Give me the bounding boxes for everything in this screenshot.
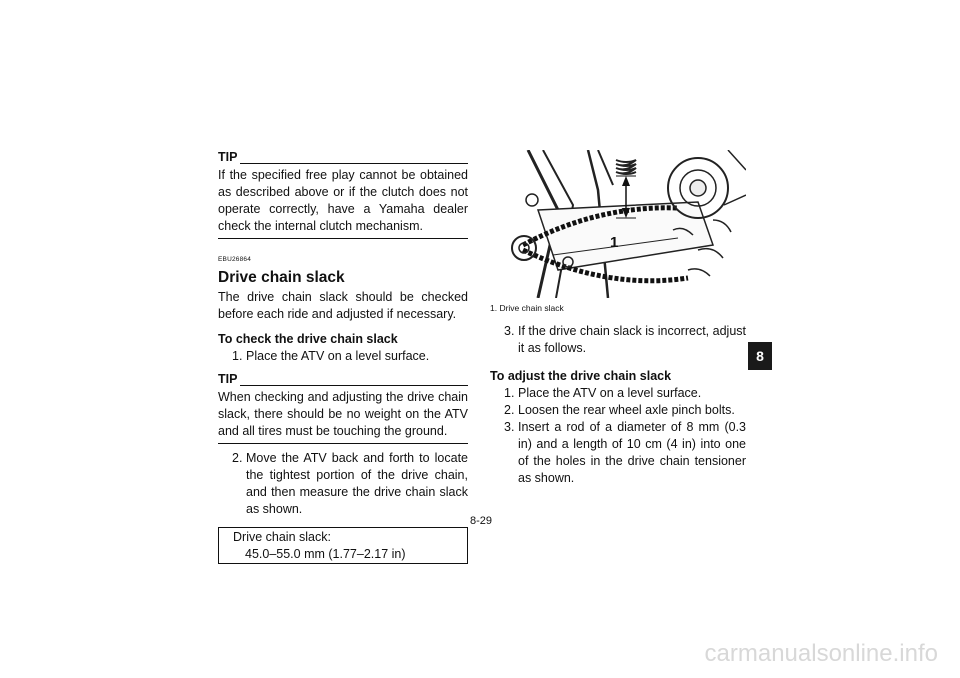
step-text: Loosen the rear wheel axle pinch bolts. (518, 403, 735, 417)
adjust-heading: To adjust the drive chain slack (490, 369, 672, 383)
section-intro: The drive chain slack should be checked before each ride and adjusted if necessary. (218, 290, 468, 321)
page-number: 8-29 (470, 515, 493, 527)
tip-heading (218, 374, 468, 388)
step-text: Place the ATV on a level surface. (518, 386, 702, 400)
spec-label: Drive chain slack: (233, 530, 331, 544)
check-steps-continued (218, 450, 468, 518)
step-number: 2. (504, 403, 515, 417)
right-column (490, 150, 746, 487)
step-number: 3. (504, 324, 515, 338)
step-text: If the drive chain slack is incorrect, adjust it as follows. (518, 324, 746, 355)
tip-heading (218, 152, 468, 166)
step-text: Move the ATV back and forth to locate the tightest portion of the drive chain, and then measure the drive chain slack as shown. (246, 451, 468, 516)
list-item (504, 385, 746, 402)
drive-chain-figure (498, 150, 746, 298)
tip-label: TIP (218, 150, 238, 164)
tip-rule (240, 385, 468, 386)
figure-callout-number: 1 (610, 234, 619, 251)
step-number: 2. (232, 451, 243, 465)
chapter-tab: 8 (748, 342, 772, 370)
list-item (504, 323, 746, 357)
figure-caption: 1. Drive chain slack (490, 303, 564, 313)
tip-label: TIP (218, 372, 238, 386)
step-number: 3. (504, 420, 515, 434)
list-item (504, 419, 746, 487)
step-number: 1. (504, 386, 515, 400)
spec-value: 45.0–55.0 mm (1.77–2.17 in) (245, 547, 406, 561)
section-title: Drive chain slack (218, 269, 345, 286)
adjust-steps (490, 385, 746, 487)
drive-chain-illustration (498, 150, 746, 298)
check-heading: To check the drive chain slack (218, 332, 398, 346)
spec-box (218, 527, 468, 564)
list-item (232, 450, 468, 518)
check-steps (218, 348, 468, 365)
left-column (218, 152, 468, 564)
section-code: EBU26864 (218, 256, 252, 263)
watermark: carmanualsonline.info (704, 640, 938, 667)
tip-text: If the specified free play cannot be obtained as described above or if the clutch does not operate correctly, have a Yamaha dealer check the internal clutch mechanism. (218, 167, 468, 239)
list-item (232, 348, 468, 365)
step-text: Place the ATV on a level surface. (246, 349, 430, 363)
tip-text: When checking and adjusting the drive chain slack, there should be no weight on the ATV and all tires must be touching the ground. (218, 389, 468, 444)
list-item (504, 402, 746, 419)
check-steps-continued (490, 323, 746, 357)
tip-rule (240, 163, 468, 164)
step-number: 1. (232, 349, 243, 363)
step-text: Insert a rod of a diameter of 8 mm (0.3 in) and a length of 10 cm (4 in) into one of the holes in the drive chain tensioner as shown. (518, 420, 746, 485)
